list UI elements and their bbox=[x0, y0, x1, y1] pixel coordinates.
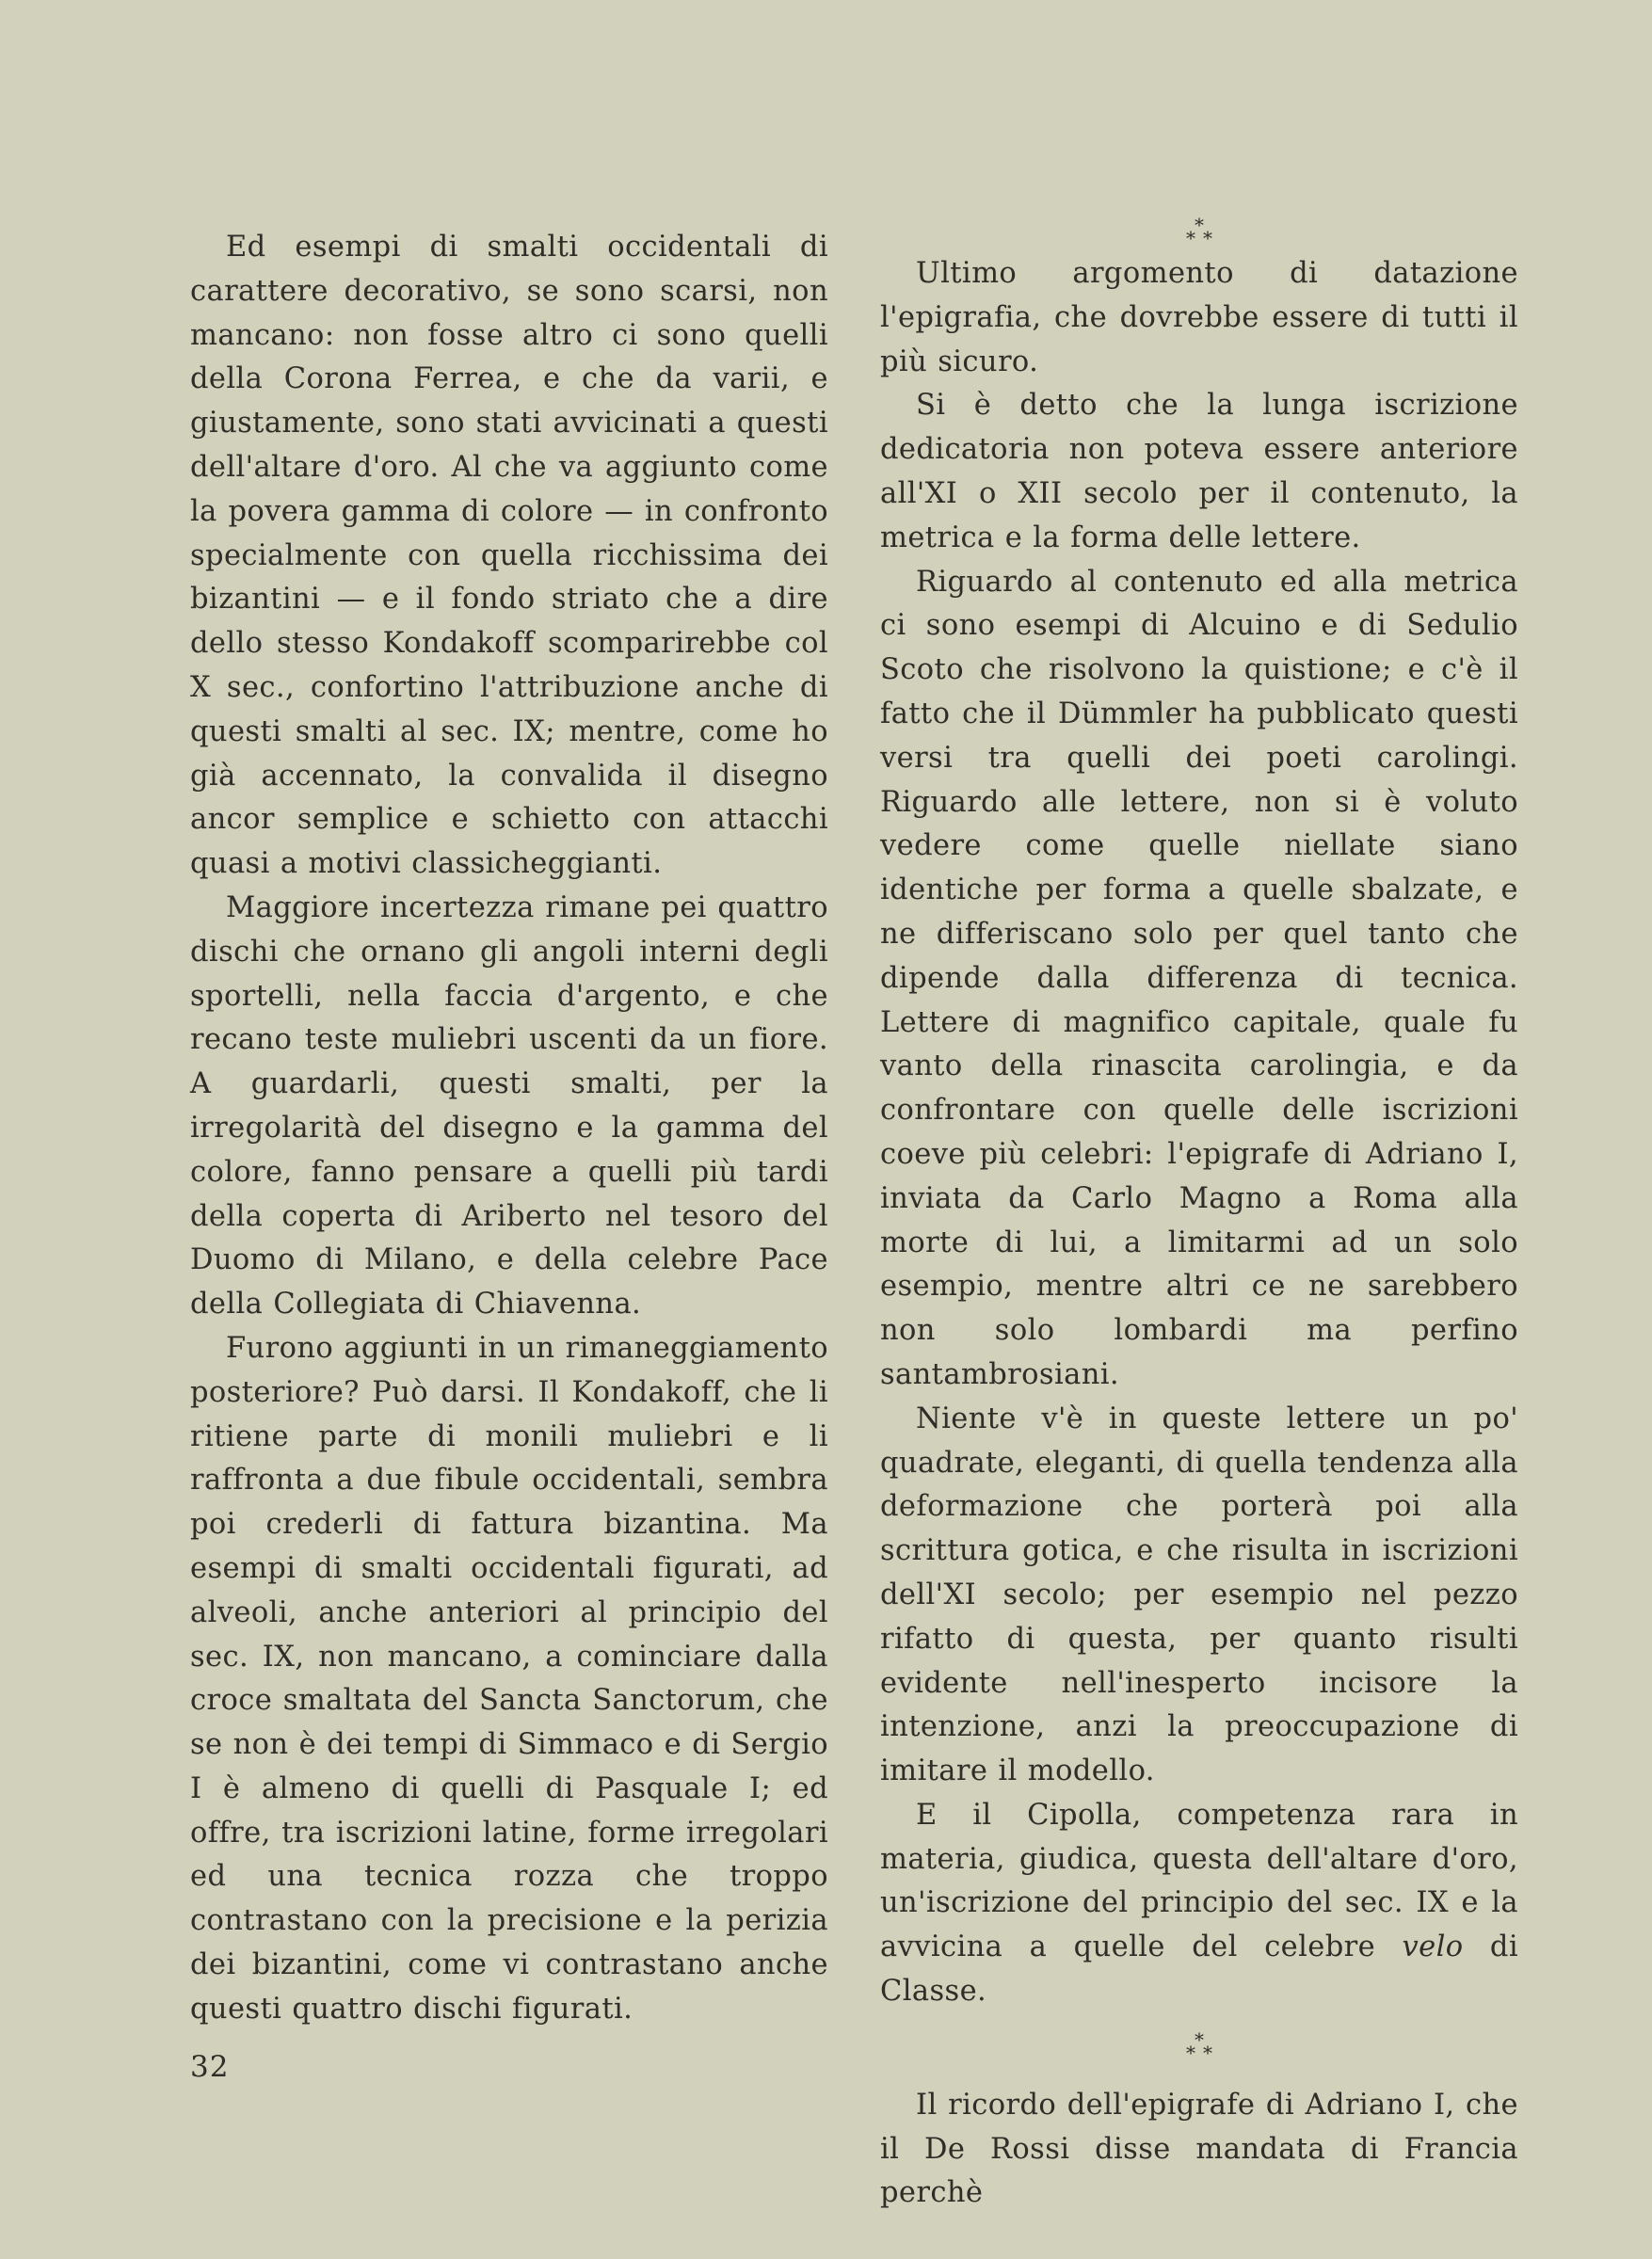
paragraph: E il Cipolla, competenza rara in materia, giudica, questa dell'altare d'oro, un'iscrizione del principio del sec. IX e la avvicina a quelle del celebre velo di Classe. bbox=[880, 1798, 1518, 2009]
left-column bbox=[190, 226, 828, 2032]
paragraph: Riguardo al contenuto ed alla metrica ci sono esempi di Alcuino e di Sedulio Scoto che risolvono la quistione; e c'è il fatto che il Dümmler ha pubblicato questi versi tra quelli dei poeti carolingi. Riguardo alle lettere, non si è voluto vedere come quelle niellate siano identiche per forma a quelle sbalzate, e ne differiscano solo per quel tanto che dipende dalla differenza di tecnica. Lettere di magnifico capitale, quale fu vanto della rinascita carolingia, e da confrontare con quelle delle iscrizioni coeve più celebri: l'epigrafe di Adriano I, inviata da Carlo Magno a Roma alla morte di lui, a limitarmi ad un solo esempio, mentre altri ce ne sarebbero non solo lombardi ma perfino santambrosiani. bbox=[880, 565, 1518, 1391]
paragraph: Niente v'è in queste lettere un po' quadrate, eleganti, di quella tendenza alla deformazione che porterà poi alla scrittura gotica, e che risulta in iscrizioni dell'XI secolo; per esempio nel pezzo rifatto di questa, per quanto risulti evidente nell'inesperto incisore la intenzione, anzi la preoccupazione di imitare il modello. bbox=[880, 1402, 1518, 1788]
italic-word: velo bbox=[1402, 1931, 1464, 1964]
paragraph: Ultimo argomento di datazione l'epigrafia, che dovrebbe essere di tutti il più sicuro. bbox=[880, 257, 1518, 378]
asterisk: * bbox=[1186, 227, 1203, 249]
asterism-separator bbox=[880, 214, 1518, 249]
asterism-separator bbox=[880, 2027, 1518, 2064]
asterisk: * bbox=[1186, 2041, 1203, 2064]
paragraph: Si è detto che la lunga iscrizione dedicatoria non poteva essere anteriore all'XI o XII secolo per il contenuto, la metrica e la forma delle lettere. bbox=[880, 389, 1518, 554]
paragraph: Il ricordo dell'epigrafe di Adriano I, che il De Rossi disse mandata di Francia perchè bbox=[880, 2088, 1518, 2210]
asterisk: * bbox=[1203, 2041, 1220, 2064]
asterisk: * bbox=[1203, 227, 1220, 249]
paragraph: Furono aggiunti in un rimaneggiamento posteriore? Può darsi. Il Kondakoff, che li ritiene parte di monili muliebri e li raffronta a due fibule occidentali, sembra poi crederli di fattura bizantina. Ma esempi di smalti occidentali figurati, ad alveoli, anche anteriori al principio del sec. IX, non mancano, a cominciare dalla croce smaltata del Sancta Sanctorum, che se non è dei tempi di Simmaco e di Sergio I è almeno di quelli di Pasquale I; ed offre, tra iscrizioni latine, forme irregolari ed una tecnica rozza che troppo contrastano con la precisione e la perizia dei bizantini, come vi contrastano anche questi quattro dischi figurati. bbox=[190, 1331, 828, 2026]
right-column bbox=[880, 214, 1518, 2216]
asterisk: * bbox=[1195, 214, 1211, 236]
paragraph: Maggiore incertezza rimane pei quattro dischi che ornano gli angoli interni degli sportelli, nella faccia d'argento, e che recano teste muliebri uscenti da un fiore. A guardarli, questi smalti, per la irregolarità del disegno e la gamma del colore, fanno pensare a quelli più tardi della coperta di Ariberto nel tesoro del Duomo di Milano, e della celebre Pace della Collegiata di Chiavenna. bbox=[190, 890, 828, 1322]
page-number: 32 bbox=[190, 2050, 230, 2084]
asterisk: * bbox=[1195, 2027, 1211, 2051]
paragraph: Ed esempi di smalti occidentali di carattere decorativo, se sono scarsi, non mancano: non fosse altro ci sono quelli della Corona Ferrea, e che da varii, e giustamente, sono stati avvicinati a questi dell'altare d'oro. Al che va aggiunto come la povera gamma di colore — in confronto specialmente con quella ricchissima dei bizantini — e il fondo striato che a dire dello stesso Kondakoff scomparirebbe col X sec., confortino l'attribuzione anche di questi smalti al sec. IX; mentre, come ho già accennato, la convalida il disegno ancor semplice e schietto con attacchi quasi a motivi classicheggianti. bbox=[190, 231, 828, 881]
